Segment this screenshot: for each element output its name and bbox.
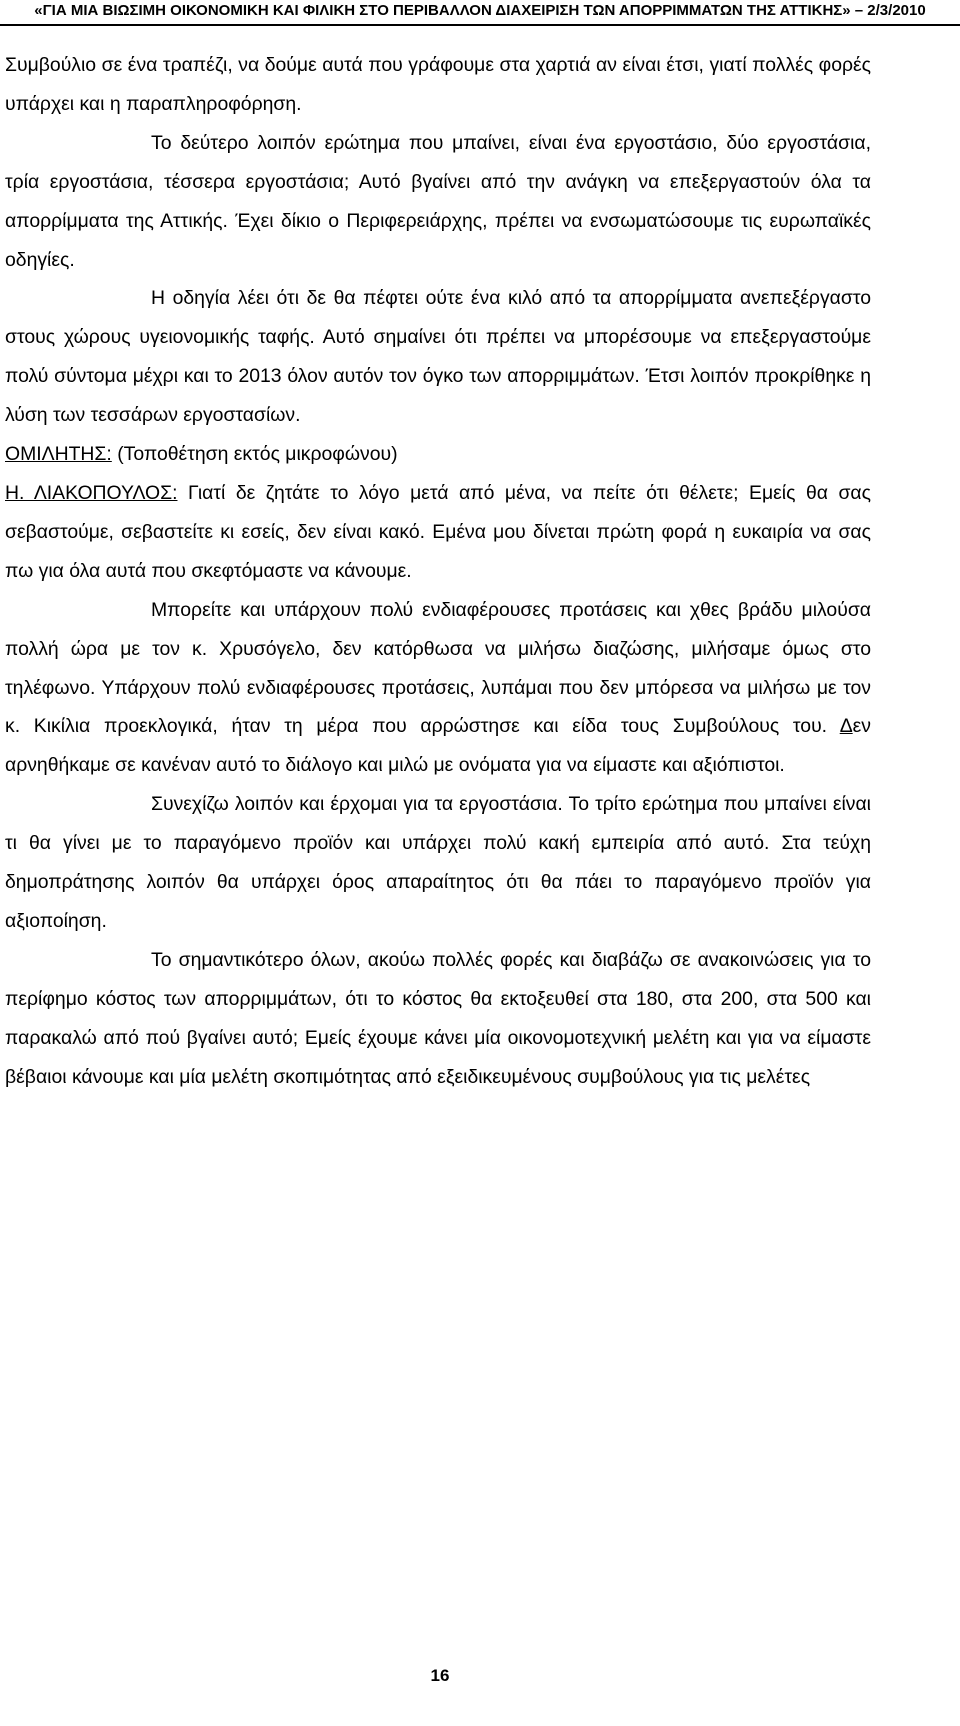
paragraph-6-part-1: Μπορείτε και υπάρχουν πολύ ενδιαφέρουσες προτάσεις και χθες βράδυ μιλούσα πολλή ώρα με τον κ. Χρυσόγελο, δεν κατόρθωσα να μιλήσω διαζώσης, μιλήσαμε όμως στο τηλέφωνο. Υπάρχουν πολύ ενδιαφέρουσες προτάσεις, λυπάμαι που δεν μπόρεσα να μιλήσω με τον κ. Κικίλια προεκλογικά, ήταν τη μέρα που αρρώστησε και είδα τους Συμβούλους του. <box>5 598 871 738</box>
speaker-remark: Γιατί δε ζητάτε το λόγο μετά από μένα, να πείτε ότι θέλετε; Εμείς θα σας σεβαστούμε, σεβαστείτε κι εσείς, δεν είναι κακό. Εμένα μου δίνεται πρώτη φορά η ευκαιρία να σας πω για όλα αυτά που σκεφτόμαστε να κάνουμε. <box>5 481 871 582</box>
paragraph-2: Το δεύτερο λοιπόν ερώτημα που μπαίνει, είναι ένα εργοστάσιο, δύο εργοστάσια, τρία εργοστάσια, τέσσερα εργοστάσια; Αυτό βγαίνει από την ανάγκη να επεξεργαστούν όλα τα απορρίμματα της Αττικής. Έχει δίκιο ο Περιφερειάρχης, πρέπει να ενσωματώσουμε τις ευρωπαϊκές οδηγίες. <box>5 131 871 271</box>
paragraph-3: Η οδηγία λέει ότι δε θα πέφτει ούτε ένα κιλό από τα απορρίμματα ανεπεξέργαστο στους χώρους υγειονομικής ταφής. Αυτό σημαίνει ότι πρέπει να μπορέσουμε να επεξεργαστούμε πολύ σύντομα μέχρι και το 2013 όλον αυτόν τον όγκο των απορριμμάτων. Έτσι λοιπόν προκρίθηκε η λύση των τεσσάρων εργοστασίων. <box>5 287 871 427</box>
paragraph-8: Το σημαντικότερο όλων, ακούω πολλές φορές και διαβάζω σε ανακοινώσεις για το περίφημο κόστος των απορριμμάτων, ότι το κόστος θα εκτοξευθεί στα 180, στα 200, στα 500 και παρακαλώ από πού βγαίνει αυτό; Εμείς έχουμε κάνει μία οικονομοτεχνική μελέτη και για να είμαστε βέβαιοι κάνουμε και μία μελέτη σκοπιμότητας από εξειδικευμένους συμβούλους για τις μελέτες <box>5 948 871 1088</box>
header-title: «ΓΙΑ ΜΙΑ ΒΙΩΣΙΜΗ ΟΙΚΟΝΟΜΙΚΗ ΚΑΙ ΦΙΛΙΚΗ ΣΤΟ ΠΕΡΙΒΑΛΛΟΝ ΔΙΑΧΕΙΡΙΣΗ ΤΩΝ ΑΠΟΡΡΙΜΜΑΤΩΝ ΤΗΣ ΑΤΤΙΚΗΣ» – 2/3/2010 <box>34 2 926 19</box>
paragraph-1: Συμβούλιο σε ένα τραπέζι, να δούμε αυτά που γράφουμε στα χαρτιά αν είναι έτσι, γιατί πολλές φορές υπάρχει και η παραπληροφόρηση. <box>5 54 871 115</box>
speaker-label: ΟΜΙΛΗΤΗΣ: <box>5 443 112 466</box>
paragraph-7: Συνεχίζω λοιπόν και έρχομαι για τα εργοστάσια. Το τρίτο ερώτημα που μπαίνει είναι τι θα γίνει με το παραγόμενο προϊόν και υπάρχει πολύ κακή εμπειρία από αυτό. Στα τεύχη δημοπράτησης λοιπόν θα υπάρχει όρος απαραίτητος ότι θα πάει το παραγόμενο προϊόν για αξιοποίηση. <box>5 793 871 932</box>
paragraph-6 <box>5 591 871 786</box>
paragraph-speaker-liakopoulos <box>5 474 871 591</box>
speaker-remark: (Τοποθέτηση εκτός μικροφώνου) <box>111 443 398 466</box>
page-number: 16 <box>430 1666 450 1685</box>
paragraph-6-part-2: εν αρνηθήκαμε σε κανέναν αυτό το διάλογο και μιλώ με ονόματα για να είμαστε και αξιόπιστοι. <box>5 715 871 777</box>
running-header <box>0 0 960 26</box>
document-body <box>5 46 871 1096</box>
paragraph-speaker-unknown <box>5 435 871 474</box>
underlined-letter: Δ <box>839 715 853 738</box>
speaker-label: Η. ΛΙΑΚΟΠΟΥΛΟΣ: <box>5 481 178 504</box>
